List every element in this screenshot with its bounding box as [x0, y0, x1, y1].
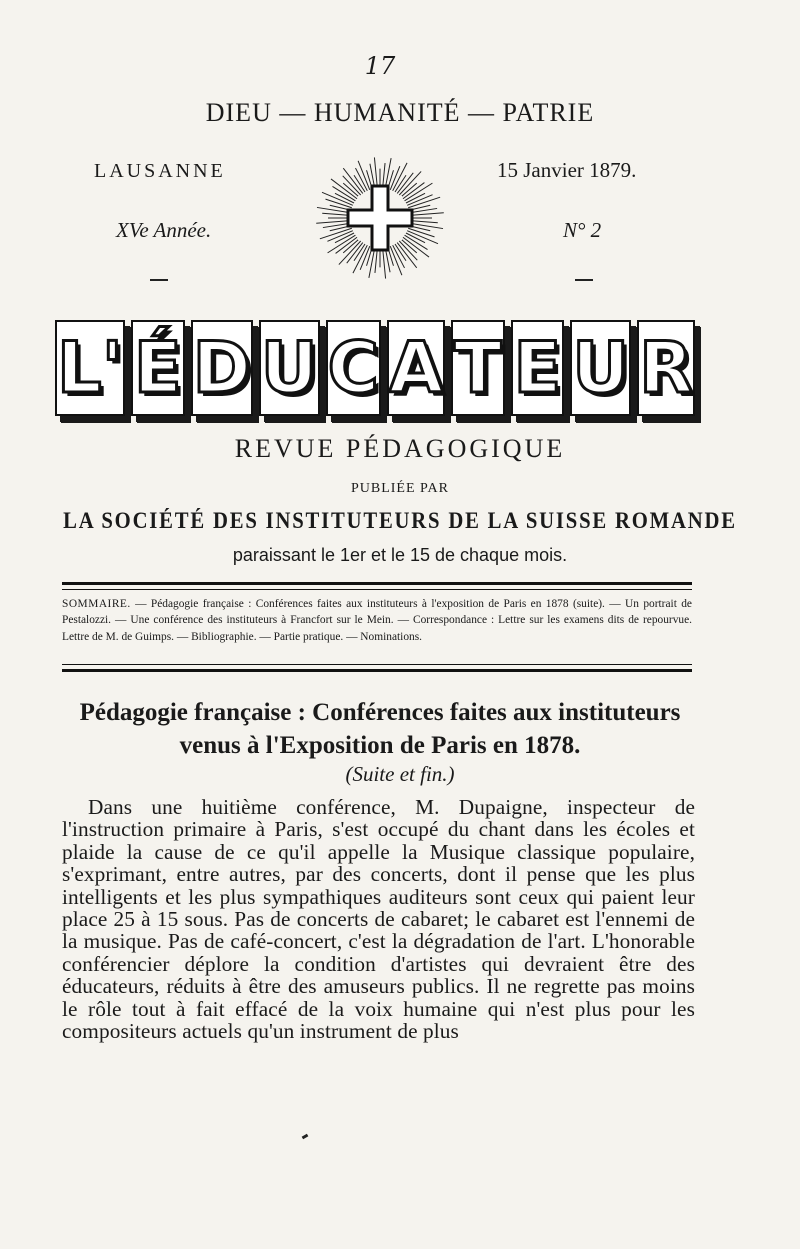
article-title: [40, 696, 720, 762]
article-paragraph: Dans une huitième conférence, M. Dupaigne, inspecteur de l'instruction primaire à Paris, s'est occupé du chant dans les écoles et plaide la cause de ce qu'il appelle la Musique classique populaire, s'exprimant, entre autres, par des concerts, dont il pense que les plus intelligents et les plus sympathiques auditeurs sont ceux qui paient leur place 25 à 15 sous. Pas de concerts de cabaret; le cabaret est l'ennemi de la musique. Pas de café-concert, c'est la dégradation de l'art. L'honorable conférencier déplore la condition d'artistes qui devraient être des éducateurs, réduits à être des amuseurs publics. Il ne regrette pas moins le rôle tout à fait effacé de la voix humaine qui n'est plus pour les compositeurs actuels qu'un instrument de plus: [62, 795, 695, 1044]
published-by: PUBLIÉE PAR: [350, 481, 449, 496]
sommaire-text: — Pédagogie française : Conférences faites aux instituteurs à l'exposition de Paris en 1878 (suite). — Un portrait de Pestalozzi. — Une conférence des instituteurs à Francfort sur le Mein. — Correspondance : Lettre sur les examens dits de repourvue. Lettre de M. de Guimps. — Bibliographie. — Partie pratique. — Nominations.: [62, 598, 692, 643]
article-body: [62, 796, 695, 1042]
emblem-ray: [410, 223, 443, 228]
rule: [62, 664, 692, 665]
emblem-ray: [410, 221, 438, 223]
emblem-ray: [317, 207, 350, 212]
emblem-ray: [322, 213, 350, 215]
year-label: XVe Année.: [116, 218, 212, 242]
rule: [62, 589, 692, 590]
emblem-ray: [339, 241, 361, 265]
periodicity: paraissant le 1er et le 15 de chaque mois.: [232, 545, 568, 565]
emblem-ray: [343, 168, 363, 193]
masthead-letter: U: [259, 320, 320, 416]
emblem-ray: [374, 157, 377, 188]
emblem-ray: [383, 248, 386, 279]
rule: [62, 669, 692, 672]
emblem-ray: [410, 213, 444, 216]
divider-dash: [575, 279, 593, 281]
masthead-letter: C: [326, 320, 381, 416]
issue-number: N° 2: [563, 218, 602, 242]
emblem-ray: [405, 183, 433, 201]
masthead-letter: E: [511, 320, 565, 416]
article-suite: (Suite et fin.): [345, 762, 455, 786]
emblem-ray: [316, 221, 350, 224]
article-title-line: Pédagogie française : Conférences faites aux instituteurs: [79, 699, 681, 726]
emblem-ray: [403, 237, 429, 257]
emblem-ray: [331, 179, 357, 199]
masthead-letter: U: [570, 320, 631, 416]
subtitle: REVUE PÉDAGOGIQUE: [234, 434, 566, 463]
page-number: 17: [364, 52, 396, 80]
masthead-letter: A: [387, 320, 445, 416]
emblem-ray: [399, 171, 421, 195]
emblem-ray: [397, 243, 417, 268]
masthead-letter: L': [55, 320, 125, 416]
emblem-ray: [328, 235, 356, 253]
emblem-ray: [385, 158, 391, 188]
emblem-ray: [383, 163, 385, 188]
masthead-letter: R: [637, 320, 695, 416]
rule: [62, 582, 692, 585]
motto: DIEU — HUMANITÉ — PATRIE: [205, 98, 595, 127]
table-of-contents: [62, 596, 692, 645]
city: LAUSANNE: [94, 160, 226, 182]
masthead-title: [55, 320, 695, 420]
divider-dash: [150, 279, 168, 281]
masthead-letter: É: [131, 320, 185, 416]
society-name: LA SOCIÉTÉ DES INSTITUTEURS DE LA SUISSE ROMANDE: [63, 508, 737, 533]
masthead-letter: D: [191, 320, 253, 416]
issue-date: 15 Janvier 1879.: [497, 158, 637, 182]
sommaire-label: SOMMAIRE.: [62, 598, 131, 610]
masthead-letter: T: [451, 320, 505, 416]
emblem-ray: [369, 248, 375, 278]
swiss-cross-emblem-icon: [300, 148, 460, 298]
emblem-ray: [375, 248, 377, 273]
article-title-line: venus à l'Exposition de Paris en 1878.: [179, 732, 581, 759]
ink-speck: [302, 1134, 309, 1140]
